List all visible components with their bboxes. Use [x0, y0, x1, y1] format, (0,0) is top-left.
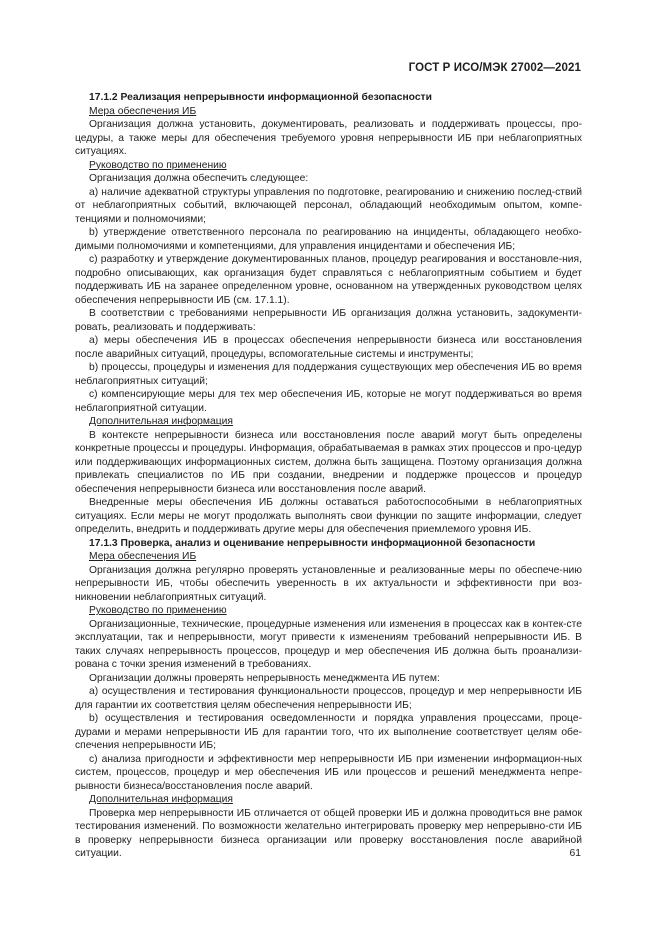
paragraph: Организации должны проверять непрерывность менеджмента ИБ путем: [89, 672, 440, 684]
subsection-label-text: Руководство по применению [89, 159, 227, 171]
subsection-label [75, 159, 582, 173]
section-heading: 17.1.3 Проверка, анализ и оценивание непрерывности информационной безопасности [89, 537, 536, 549]
paragraph: В соответствии с требованиями непрерывности ИБ организация должна установить, задокументи-ровать, реализовать и поддерживать: [75, 308, 582, 333]
list-item: c) компенсирующие меры для тех мер обеспечения ИБ, которые не могут поддерживаться во время неблагоприятной ситуации. [75, 389, 582, 414]
subsection-label-text: Руководство по применению [89, 605, 227, 616]
paragraph: Внедренные меры обеспечения ИБ должны оставаться работоспособными в неблагоприятных ситуациях. Если меры не могут продолжать выполнять свои функции по защите информации, следует определить, внедрить и поддерживать другие меры для обеспечения приемлемого уровня ИБ. [75, 497, 582, 535]
subsection-label [75, 793, 582, 807]
subsection-label [75, 105, 582, 119]
list-item: b) процессы, процедуры и изменения для поддержания существующих мер обеспечения ИБ во время неблагоприятных ситуаций; [75, 362, 582, 387]
paragraph: Организация должна установить, документировать, реализовать и поддерживать процессы, про-цедуры, а также меры для обеспечения требуемого уровня непрерывности ИБ при неблагоприятных ситуациях. [75, 119, 582, 157]
list-item: c) разработку и утверждение документированных планов, процедур реагирования и восстановле-ния, подробно описывающих, как организация будет справляться с неблагоприятным событием и будет поддерживать ИБ на заранее определенном уровне, основанном на утвержденных руководством целях обеспечения непрерывности ИБ (см. 17.1.1). [75, 254, 582, 306]
subsection-label-text: Мера обеспечения ИБ [89, 105, 197, 117]
subsection-label-text: Дополнительная информация [89, 416, 233, 427]
paragraph: Организация должна обеспечить следующее: [89, 173, 309, 184]
list-item: b) утверждение ответственного персонала по реагированию на инциденты, обладающего необхо-димыми полномочиями и компетенциями, для управления инцидентами и обеспечения ИБ; [75, 227, 582, 252]
subsection-label [75, 550, 582, 564]
page-number: 61 [569, 848, 581, 859]
paragraph: Проверка мер непрерывности ИБ отличается от общей проверки ИБ и должна проводиться вне рамок тестирования изменений. По возможности желательно интегрировать проверку мер непрерывно-сти ИБ в проверку непрерывности бизнеса организации или проверку восстановления после аварийной ситуации. [75, 807, 582, 859]
subsection-label [75, 604, 582, 618]
list-item: а) наличие адекватной структуры управления по подготовке, реагированию и снижению послед-ствий от неблагоприятных событий, включающей персонал, обладающий необходимым опытом, компе-тенциями и полномочиями; [75, 186, 582, 225]
paragraph: Организация должна регулярно проверять установленные и реализованные меры по обеспече-нию непрерывности ИБ, чтобы обеспечить уверенность в их актуальности и эффективности при воз-никновении неблагоприятных ситуаций. [75, 564, 582, 603]
paragraph: В контексте непрерывности бизнеса или восстановления после аварий могут быть определены конкретные процессы и процедуры. Информация, обрабатываемая в рамках этих процессов и про-цедур или поддерживающих информационных систем, должна быть защищена. Поэтому организация должна привлекать специалистов по ИБ при создании, внедрении и поддержке процессов и процедур обеспечения непрерывности бизнеса или восстановления после аварий. [75, 429, 582, 495]
subsection-label-text: Мера обеспечения ИБ [89, 551, 197, 562]
body-text [75, 91, 582, 861]
section-heading: 17.1.2 Реализация непрерывности информационной безопасности [89, 92, 432, 103]
list-item: c) анализа пригодности и эффективности мер непрерывности ИБ при изменении информацион-ных систем, процессов, процедур и мер обеспечения ИБ или процессов и решений менеджмента непре-рывности бизнеса/восстановления после аварий. [75, 753, 582, 792]
list-item: b) осуществления и тестирования осведомленности и порядка управления процессами, проце-дурами и мерами непрерывности ИБ для гарантии того, что их выполнение соответствует целям обе-спечения непрерывности ИБ; [75, 713, 582, 751]
list-item: а) осуществления и тестирования функциональности процессов, процедур и мер непрерывности ИБ для гарантии их соответствия целям обеспечения непрерывности ИБ; [75, 686, 582, 711]
subsection-label [75, 415, 582, 429]
paragraph: Организационные, технические, процедурные изменения или изменения в процессах как в контек-сте эксплуатации, так и непрерывности, могут привести к изменениям требований непрерывности ИБ. В таких случаях непрерывность процессов, процедур и мер обеспечения ИБ должна быть проанализи-рована с точки зрения изменений в требованиях. [75, 618, 582, 670]
list-item: а) меры обеспечения ИБ в процессах обеспечения непрерывности бизнеса или восстановления после аварийных ситуаций, процедуры, вспомогательные системы и инструменты; [75, 335, 582, 360]
standard-header: ГОСТ Р ИСО/МЭК 27002—2021 [408, 62, 581, 74]
subsection-label-text: Дополнительная информация [89, 794, 233, 805]
